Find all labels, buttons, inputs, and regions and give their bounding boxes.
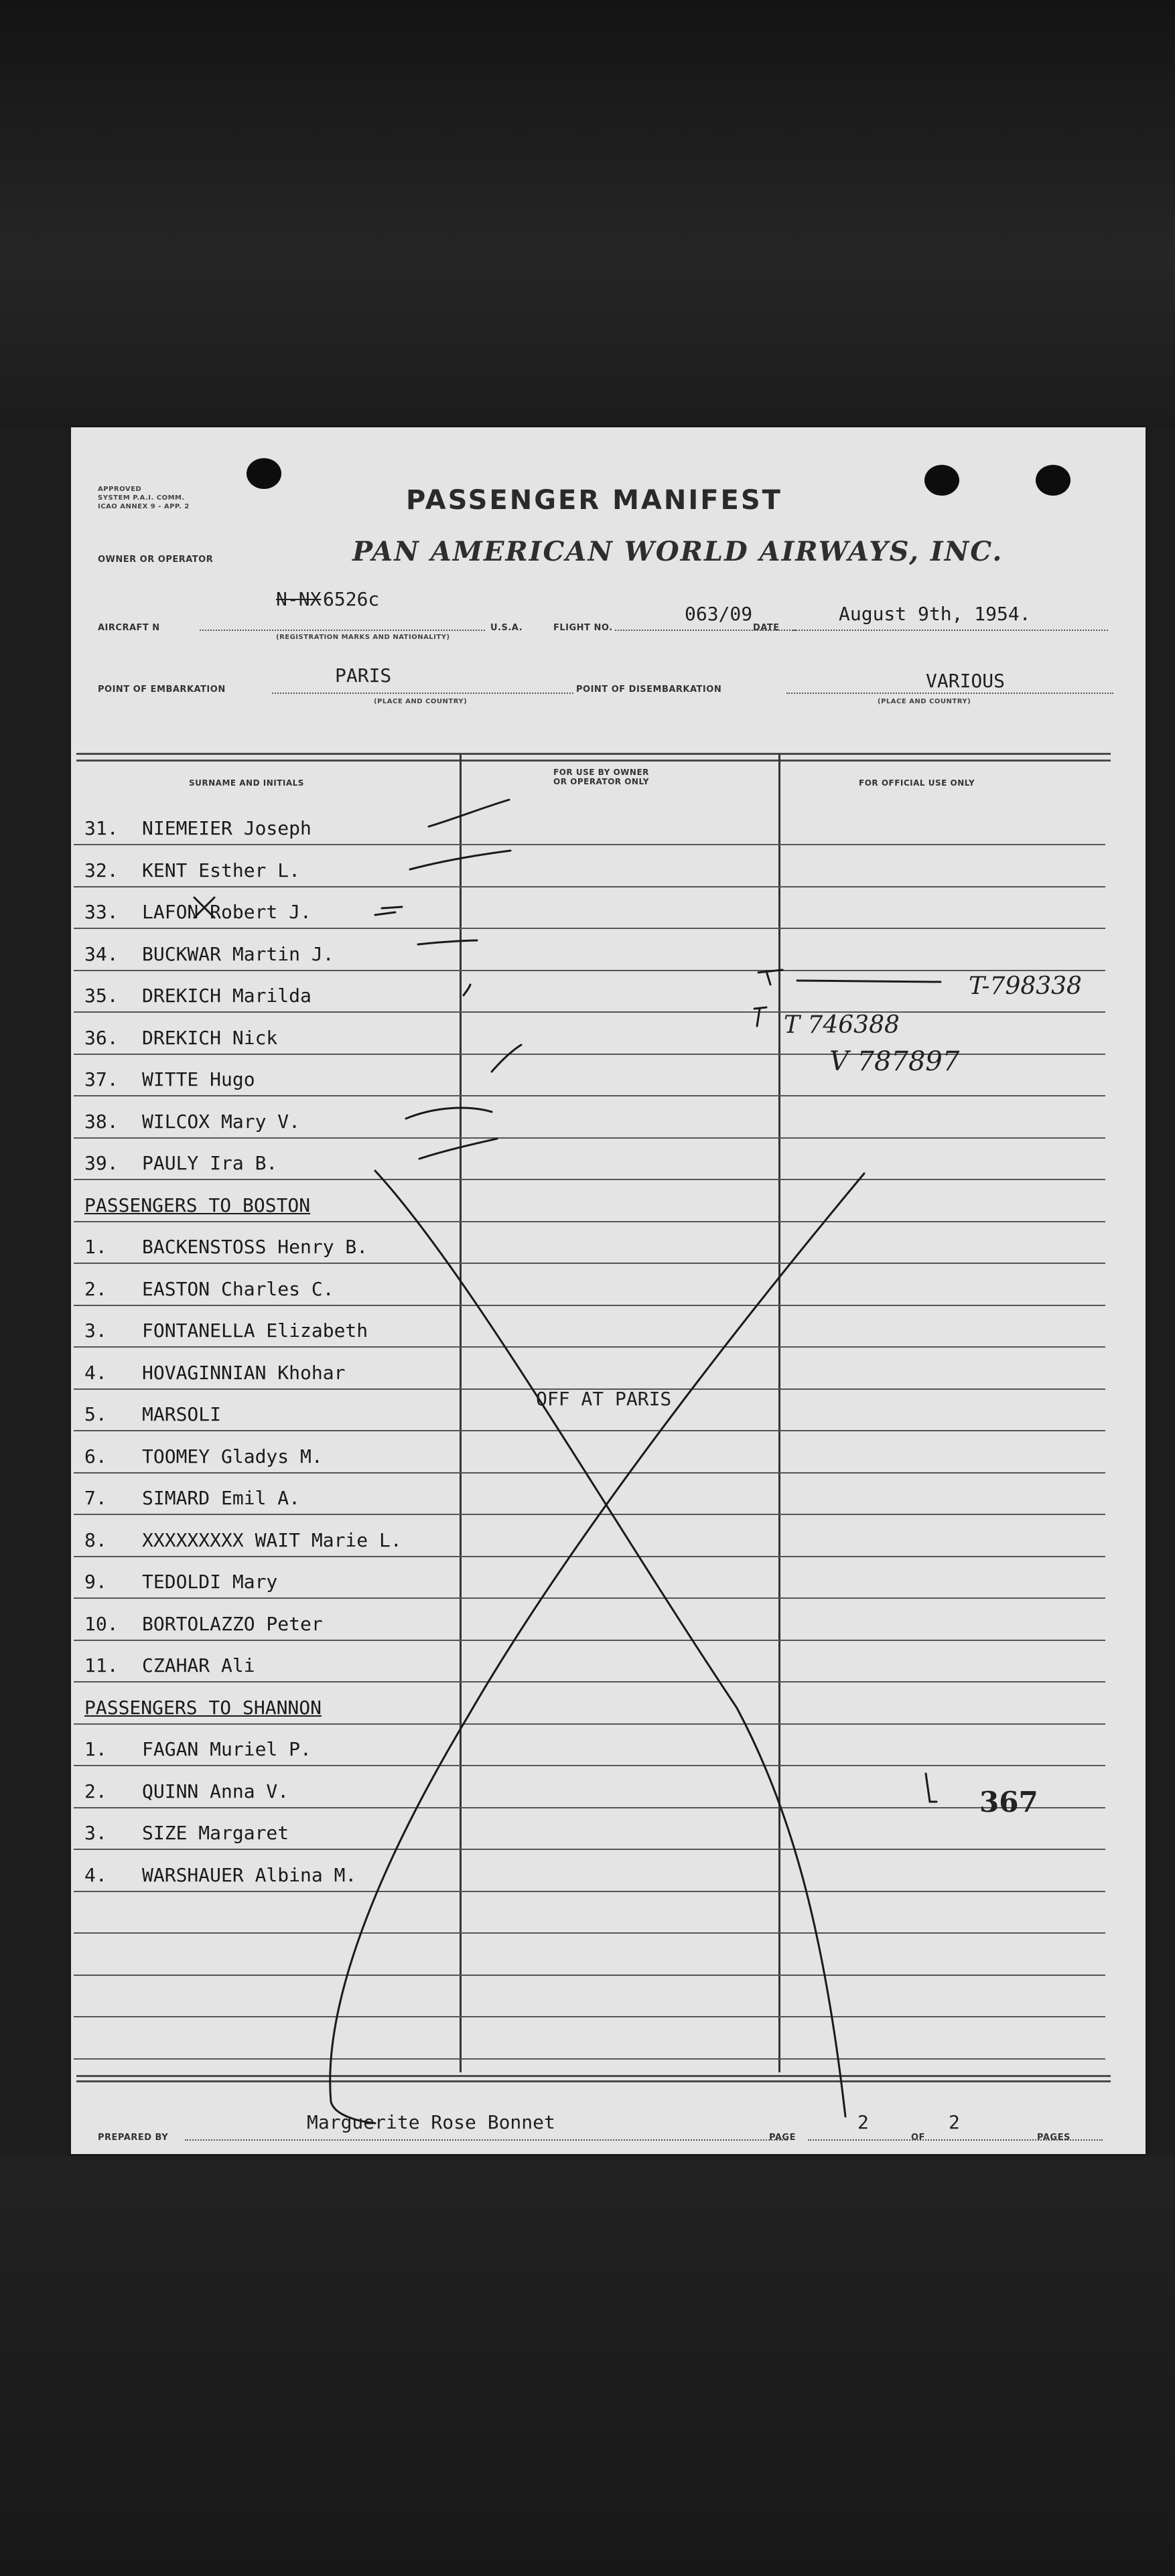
page-total: 2 xyxy=(949,2111,960,2133)
of-label: OF xyxy=(911,2133,925,2143)
page-title: PASSENGER MANIFEST xyxy=(406,485,782,516)
page-note: 367 xyxy=(979,1786,1038,1818)
passenger-number: 39. xyxy=(84,1152,119,1174)
passenger-number: 38. xyxy=(84,1110,119,1133)
strike-mark xyxy=(375,907,402,915)
col-owner-header: FOR USE BY OWNER OR OPERATOR ONLY xyxy=(553,768,649,786)
aircraft-struck: N-NX xyxy=(276,588,322,610)
passenger-name: BACKENSTOSS Henry B. xyxy=(142,1236,368,1258)
flight-label: FLIGHT NO. xyxy=(553,623,613,633)
row37-official-note: V 787897 xyxy=(829,1046,960,1077)
passenger-name: MARSOLI xyxy=(142,1403,222,1425)
tick-mark xyxy=(429,800,509,827)
passenger-number: 1. xyxy=(84,1236,107,1258)
passenger-number: 1. xyxy=(84,1738,107,1760)
passenger-name: WARSHAUER Albina M. xyxy=(142,1863,357,1886)
passenger-number: 35. xyxy=(84,985,119,1007)
tick-mark xyxy=(418,940,477,944)
passenger-number: 8. xyxy=(84,1528,107,1551)
prepared-label: PREPARED BY xyxy=(98,2133,169,2143)
tick-mark xyxy=(464,985,470,995)
passenger-name: WITTE Hugo xyxy=(142,1068,255,1090)
passenger-number: 5. xyxy=(84,1403,107,1425)
aircraft-label: AIRCRAFT N xyxy=(98,623,160,633)
strike-mark xyxy=(926,1774,937,1802)
nationality: U.S.A. xyxy=(490,623,523,633)
prepared-by-value: Marguerite Rose Bonnet xyxy=(307,2111,555,2133)
embarkation-sublabel: (PLACE AND COUNTRY) xyxy=(374,698,468,705)
page-label: PAGE xyxy=(769,2133,796,2143)
passenger-number: 2. xyxy=(84,1780,107,1802)
passenger-number: 10. xyxy=(84,1612,119,1635)
passenger-number: 31. xyxy=(84,817,119,839)
passenger-name: HOVAGINNIAN Khohar xyxy=(142,1361,346,1384)
passenger-name: NIEMEIER Joseph xyxy=(142,817,312,839)
passenger-name: PAULY Ira B. xyxy=(142,1152,278,1174)
section-title: PASSENGERS TO SHANNON xyxy=(84,1696,322,1719)
passenger-number: 4. xyxy=(84,1863,107,1886)
passenger-name: DREKICH Marilda xyxy=(142,985,312,1007)
tick-mark xyxy=(419,1139,497,1159)
passenger-number: 36. xyxy=(84,1026,119,1049)
strike-mark xyxy=(797,981,941,982)
passenger-name: DREKICH Nick xyxy=(142,1026,278,1049)
disembarkation-sublabel: (PLACE AND COUNTRY) xyxy=(878,698,971,705)
aircraft-sublabel: (REGISTRATION MARKS AND NATIONALITY) xyxy=(276,634,450,641)
passenger-number: 32. xyxy=(84,859,119,881)
col-official-header: FOR OFFICIAL USE ONLY xyxy=(859,778,975,788)
passenger-name: KENT Esther L. xyxy=(142,859,301,881)
passenger-name: LAFON Robert J. xyxy=(142,901,312,923)
passenger-number: 11. xyxy=(84,1654,119,1676)
passenger-name: SIZE Margaret xyxy=(142,1822,289,1844)
tick-mark xyxy=(492,1045,521,1072)
col-surname-header: SURNAME AND INITIALS xyxy=(189,778,304,788)
strike-mark xyxy=(194,898,214,918)
passenger-name: SIMARD Emil A. xyxy=(142,1487,301,1509)
embarkation-label: POINT OF EMBARKATION xyxy=(98,685,226,695)
passenger-number: 2. xyxy=(84,1277,107,1300)
tick-mark xyxy=(410,851,510,869)
passenger-name: TOOMEY Gladys M. xyxy=(142,1445,323,1468)
approval-note: APPROVED SYSTEM P.A.I. COMM. ICAO ANNEX 9 - APP. 2 xyxy=(98,486,190,510)
row36-official-note: T 746388 xyxy=(784,1011,900,1039)
section-title: PASSENGERS TO BOSTON xyxy=(84,1194,311,1216)
off-at-paris-note: OFF AT PARIS xyxy=(536,1388,672,1410)
page-number: 2 xyxy=(857,2111,869,2133)
passenger-number: 37. xyxy=(84,1068,119,1090)
passenger-name: BORTOLAZZO Peter xyxy=(142,1612,323,1635)
aircraft-registration: 6526c xyxy=(323,588,380,610)
passenger-name: CZAHAR Ali xyxy=(142,1654,255,1676)
passenger-number: 34. xyxy=(84,942,119,965)
passenger-name: TEDOLDI Mary xyxy=(142,1571,278,1593)
tick-mark xyxy=(406,1108,492,1119)
strike-mark xyxy=(758,970,782,985)
disembarkation-label: POINT OF DISEMBARKATION xyxy=(576,685,722,695)
pages-label: PAGES xyxy=(1037,2133,1070,2143)
passenger-number: 6. xyxy=(84,1445,107,1468)
flight-number: 063/09 xyxy=(685,603,753,625)
passenger-name: EASTON Charles C. xyxy=(142,1277,334,1300)
owner-label: OWNER OR OPERATOR xyxy=(98,555,214,565)
passenger-name: XXXXXXXXX WAIT Marie L. xyxy=(142,1528,402,1551)
cross-out-stroke xyxy=(330,1173,864,2123)
strike-mark xyxy=(754,1007,766,1026)
cross-out-stroke xyxy=(375,1171,845,2117)
embarkation-value: PARIS xyxy=(335,664,392,687)
disembarkation-value: VARIOUS xyxy=(926,670,1006,692)
passenger-number: 33. xyxy=(84,901,119,923)
passenger-number: 4. xyxy=(84,1361,107,1384)
passenger-number: 7. xyxy=(84,1487,107,1509)
row35-official-note: T-798338 xyxy=(969,973,1082,1000)
passenger-name: QUINN Anna V. xyxy=(142,1780,289,1802)
passenger-number: 9. xyxy=(84,1571,107,1593)
passenger-name: BUCKWAR Martin J. xyxy=(142,942,334,965)
airline-name: PAN AMERICAN WORLD AIRWAYS, INC. xyxy=(352,536,1004,567)
passenger-name: FONTANELLA Elizabeth xyxy=(142,1319,368,1342)
passenger-number: 3. xyxy=(84,1319,107,1342)
passenger-number: 3. xyxy=(84,1822,107,1844)
passenger-name: WILCOX Mary V. xyxy=(142,1110,301,1133)
date-label: DATE xyxy=(753,623,780,633)
passenger-name: FAGAN Muriel P. xyxy=(142,1738,312,1760)
date-value: August 9th, 1954. xyxy=(839,603,1031,625)
